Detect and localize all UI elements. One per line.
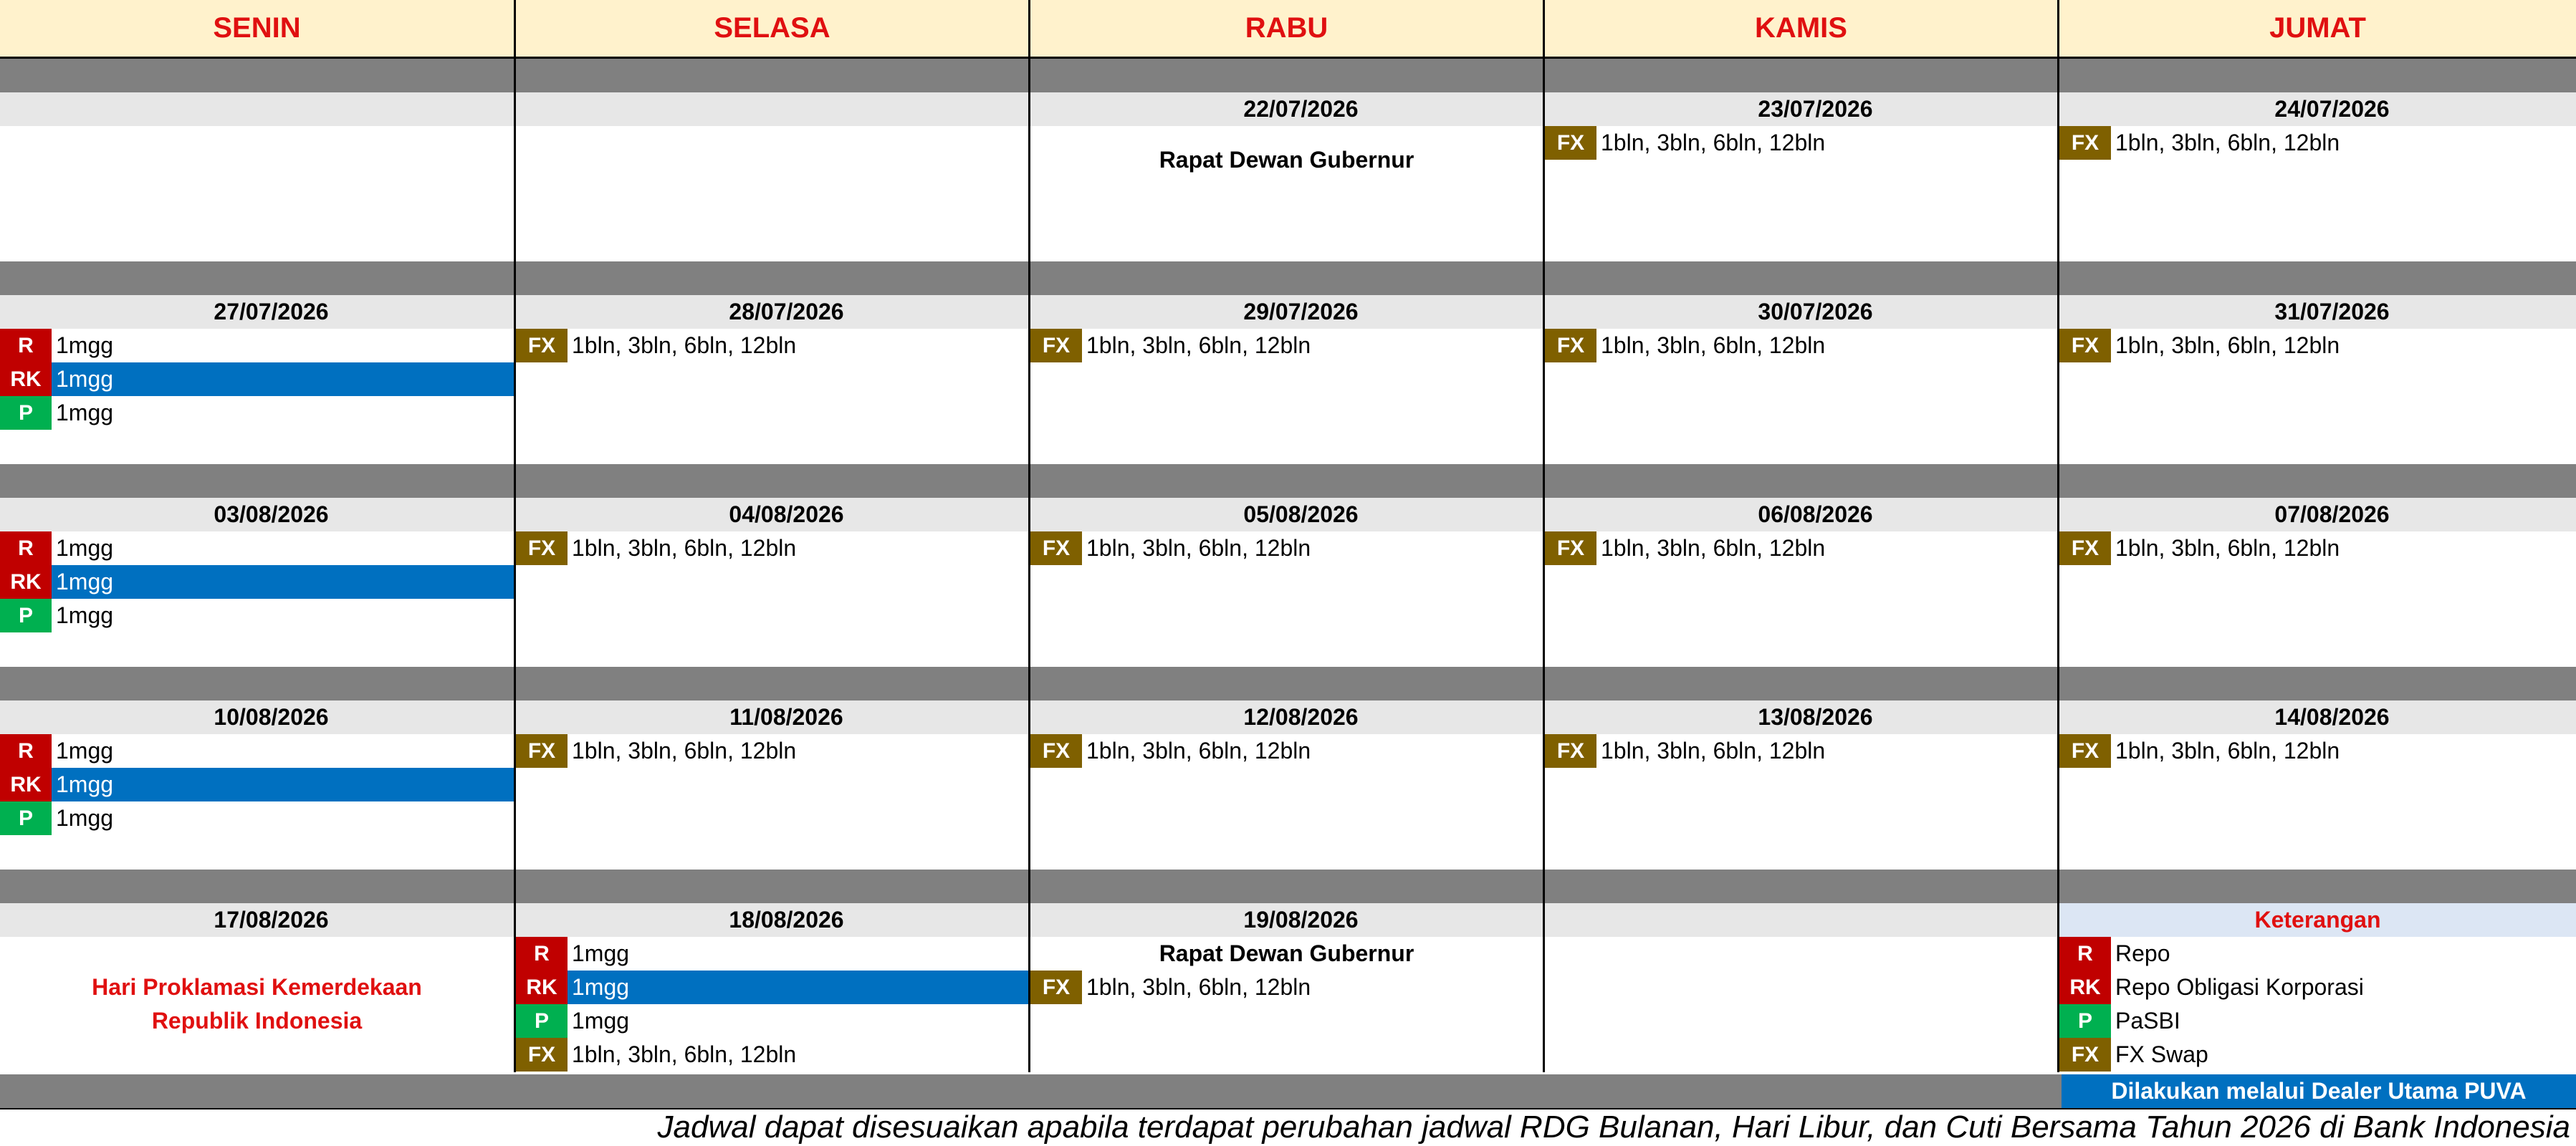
cell-body xyxy=(1545,329,2057,464)
auction-entry xyxy=(2059,126,2576,160)
auction-entry xyxy=(1030,329,1543,362)
week-separator-bar xyxy=(1545,870,2057,903)
tag-fx-badge: FX xyxy=(2059,1038,2111,1072)
tag-p-badge: P xyxy=(0,396,52,430)
week-separator-bar xyxy=(1545,667,2057,700)
legend-cell xyxy=(2059,870,2576,1072)
tenor-text: 1bln, 3bln, 6bln, 12bln xyxy=(1601,738,1826,764)
tag-rk-badge: RK xyxy=(0,768,52,801)
holiday-label: Hari Proklamasi Kemerdekaan xyxy=(92,974,422,1000)
auction-entry xyxy=(0,734,514,768)
cell-body xyxy=(1545,937,2057,1072)
tag-rk-badge: RK xyxy=(516,971,568,1004)
tenor-text: 1bln, 3bln, 6bln, 12bln xyxy=(572,738,797,764)
week-separator-bar xyxy=(516,464,1028,498)
day-cell xyxy=(1030,464,1545,667)
tag-fx-badge: FX xyxy=(1545,734,1596,768)
cell-body xyxy=(2059,531,2576,667)
auction-entry xyxy=(516,531,1028,565)
legend-entry xyxy=(2059,1038,2576,1072)
tag-fx-badge: FX xyxy=(1030,531,1082,565)
cell-body xyxy=(1545,531,2057,667)
cell-body xyxy=(516,329,1028,464)
tenor-text: 1bln, 3bln, 6bln, 12bln xyxy=(2115,738,2340,764)
date-label: 31/07/2026 xyxy=(2059,295,2576,329)
date-label: 03/08/2026 xyxy=(0,498,514,531)
auction-entry xyxy=(0,599,514,632)
cell-body xyxy=(2059,937,2576,1072)
cell-body xyxy=(1030,531,1543,667)
tenor-text: 1mgg xyxy=(56,602,114,628)
legend-text: FX Swap xyxy=(2115,1041,2208,1067)
tag-fx-badge: FX xyxy=(2059,126,2111,160)
cell-body xyxy=(2059,329,2576,464)
week-separator-bar xyxy=(516,870,1028,903)
cell-body xyxy=(0,937,514,1072)
date-label: 18/08/2026 xyxy=(516,903,1028,937)
cell-body xyxy=(2059,734,2576,870)
auction-entry xyxy=(2059,531,2576,565)
date-label xyxy=(1545,903,2057,937)
week-separator-bar xyxy=(0,870,514,903)
tag-fx-badge: FX xyxy=(2059,329,2111,362)
tag-rk-badge: RK xyxy=(2059,971,2111,1004)
tenor-text: 1bln, 3bln, 6bln, 12bln xyxy=(572,332,797,358)
date-label: 14/08/2026 xyxy=(2059,700,2576,734)
date-label: 29/07/2026 xyxy=(1030,295,1543,329)
week-row xyxy=(0,59,2576,261)
legend-footer-puva: Dilakukan melalui Dealer Utama PUVA xyxy=(2062,1074,2576,1108)
day-cell xyxy=(1545,667,2059,870)
tenor-text: 1bln, 3bln, 6bln, 12bln xyxy=(572,1041,797,1067)
auction-entry xyxy=(1030,531,1543,565)
day-cell xyxy=(0,59,516,261)
day-cell xyxy=(516,667,1030,870)
cell-body xyxy=(1030,937,1543,1072)
date-label: 22/07/2026 xyxy=(1030,92,1543,126)
tag-p-badge: P xyxy=(0,599,52,632)
weekday-header-rabu: RABU xyxy=(1030,0,1545,59)
day-cell xyxy=(1030,870,1545,1072)
tag-fx-badge: FX xyxy=(1030,734,1082,768)
weekday-header-senin: SENIN xyxy=(0,0,516,59)
date-label: 23/07/2026 xyxy=(1545,92,2057,126)
auction-entry xyxy=(516,734,1028,768)
tag-fx-badge: FX xyxy=(516,531,568,565)
tenor-text: 1mgg xyxy=(56,400,114,425)
tenor-text: 1bln, 3bln, 6bln, 12bln xyxy=(1086,738,1311,764)
tenor-text: 1mgg xyxy=(56,366,114,392)
tag-fx-badge: FX xyxy=(1030,971,1082,1004)
day-cell xyxy=(0,870,516,1072)
tenor-text: 1bln, 3bln, 6bln, 12bln xyxy=(2115,130,2340,155)
tenor-text: 1mgg xyxy=(56,332,114,358)
day-cell xyxy=(0,464,516,667)
day-cell xyxy=(2059,464,2576,667)
week-separator-bar xyxy=(1030,870,1543,903)
cell-body xyxy=(0,329,514,464)
date-label: 10/08/2026 xyxy=(0,700,514,734)
auction-entry xyxy=(516,937,1028,971)
auction-entry xyxy=(516,329,1028,362)
day-cell xyxy=(2059,261,2576,464)
tenor-text: 1bln, 3bln, 6bln, 12bln xyxy=(1086,332,1311,358)
date-label xyxy=(516,92,1028,126)
weekday-header-kamis: KAMIS xyxy=(1545,0,2059,59)
date-label: 19/08/2026 xyxy=(1030,903,1543,937)
tag-fx-badge: FX xyxy=(1030,329,1082,362)
cell-body xyxy=(516,531,1028,667)
cell-body xyxy=(1030,329,1543,464)
cell-body xyxy=(0,734,514,870)
week-separator-bar xyxy=(1030,464,1543,498)
tenor-text: 1bln, 3bln, 6bln, 12bln xyxy=(2115,535,2340,561)
week-separator-bar xyxy=(1030,667,1543,700)
day-cell xyxy=(516,870,1030,1072)
legend-entry xyxy=(2059,1004,2576,1038)
tenor-text: 1bln, 3bln, 6bln, 12bln xyxy=(1601,130,1826,155)
date-label: 30/07/2026 xyxy=(1545,295,2057,329)
auction-entry xyxy=(0,396,514,430)
tag-r-badge: R xyxy=(516,937,568,971)
week-separator-bar xyxy=(1545,464,2057,498)
week-separator-bar xyxy=(516,59,1028,92)
tag-r-badge: R xyxy=(0,329,52,362)
auction-entry xyxy=(1030,971,1543,1004)
tag-fx-badge: FX xyxy=(1545,531,1596,565)
date-label: 07/08/2026 xyxy=(2059,498,2576,531)
auction-entry xyxy=(0,362,514,396)
auction-entry xyxy=(0,531,514,565)
tag-fx-badge: FX xyxy=(516,734,568,768)
cell-body xyxy=(2059,126,2576,261)
week-separator-bar xyxy=(2059,464,2576,498)
tenor-text: 1bln, 3bln, 6bln, 12bln xyxy=(1086,974,1311,1000)
tenor-text: 1bln, 3bln, 6bln, 12bln xyxy=(1601,535,1826,561)
tag-fx-badge: FX xyxy=(2059,531,2111,565)
cell-body xyxy=(1545,734,2057,870)
week-separator-bar xyxy=(1545,59,2057,92)
legend-text: Repo xyxy=(2115,940,2170,966)
week-separator-bar xyxy=(2059,667,2576,700)
tenor-text: 1mgg xyxy=(56,771,114,797)
auction-entry xyxy=(516,1004,1028,1038)
legend-entry xyxy=(2059,971,2576,1004)
holiday-label: Republik Indonesia xyxy=(151,1008,363,1034)
auction-entry xyxy=(1030,734,1543,768)
day-cell xyxy=(1030,261,1545,464)
tag-fx-badge: FX xyxy=(516,329,568,362)
auction-entry xyxy=(2059,734,2576,768)
day-cell xyxy=(0,667,516,870)
cell-body xyxy=(0,531,514,667)
cell-body xyxy=(1545,126,2057,261)
date-label: 24/07/2026 xyxy=(2059,92,2576,126)
tag-fx-badge: FX xyxy=(1545,329,1596,362)
auction-entry xyxy=(1545,329,2057,362)
tag-r-badge: R xyxy=(0,531,52,565)
tenor-text: 1bln, 3bln, 6bln, 12bln xyxy=(1086,535,1311,561)
auction-entry xyxy=(1545,734,2057,768)
date-label: 06/08/2026 xyxy=(1545,498,2057,531)
day-cell xyxy=(2059,59,2576,261)
tenor-text: 1mgg xyxy=(56,738,114,764)
day-cell xyxy=(0,261,516,464)
day-cell xyxy=(1030,667,1545,870)
tenor-text: 1mgg xyxy=(572,974,630,1000)
week-separator-bar xyxy=(1030,59,1543,92)
weekday-header-selasa: SELASA xyxy=(516,0,1030,59)
tenor-text: 1mgg xyxy=(572,1008,630,1034)
tag-fx-badge: FX xyxy=(1545,126,1596,160)
legend-text: PaSBI xyxy=(2115,1008,2180,1034)
auction-entry xyxy=(0,801,514,835)
tenor-text: 1bln, 3bln, 6bln, 12bln xyxy=(2115,332,2340,358)
day-cell xyxy=(1545,59,2059,261)
week-separator-bar xyxy=(2059,261,2576,295)
auction-entry xyxy=(2059,329,2576,362)
week-separator-bar xyxy=(1030,261,1543,295)
schedule-footnote: Jadwal dapat disesuaikan apabila terdapat perubahan jadwal RDG Bulanan, Hari Libur, dan Cuti Bersama Tahun 2026 di Bank Indonesia xyxy=(657,1109,2570,1145)
day-cell xyxy=(1545,464,2059,667)
weekday-header-row xyxy=(0,0,2576,59)
auction-entry xyxy=(0,329,514,362)
tag-r-badge: R xyxy=(2059,937,2111,971)
date-label: 05/08/2026 xyxy=(1030,498,1543,531)
day-cell xyxy=(516,59,1030,261)
date-label: 12/08/2026 xyxy=(1030,700,1543,734)
auction-entry xyxy=(1545,531,2057,565)
week-row xyxy=(0,261,2576,464)
week-row xyxy=(0,464,2576,667)
day-cell xyxy=(1545,261,2059,464)
week-separator-bar xyxy=(0,667,514,700)
meeting-note: Rapat Dewan Gubernur xyxy=(1159,147,1414,173)
auction-entry xyxy=(0,768,514,801)
day-cell xyxy=(516,261,1030,464)
cell-body xyxy=(516,937,1028,1072)
legend-title: Keterangan xyxy=(2059,903,2576,937)
auction-entry xyxy=(1545,126,2057,160)
meeting-note: Rapat Dewan Gubernur xyxy=(1159,940,1414,966)
date-label: 28/07/2026 xyxy=(516,295,1028,329)
cell-body xyxy=(1030,734,1543,870)
day-cell xyxy=(1030,59,1545,261)
cell-body xyxy=(516,734,1028,870)
legend-entry xyxy=(2059,937,2576,971)
tenor-text: 1mgg xyxy=(572,940,630,966)
tenor-text: 1mgg xyxy=(56,805,114,831)
week-separator-bar xyxy=(1545,261,2057,295)
date-label: 17/08/2026 xyxy=(0,903,514,937)
tag-p-badge: P xyxy=(0,801,52,835)
weekday-header-jumat: JUMAT xyxy=(2059,0,2576,59)
cell-body xyxy=(516,126,1028,261)
auction-entry xyxy=(516,1038,1028,1072)
tag-p-badge: P xyxy=(516,1004,568,1038)
day-cell xyxy=(2059,667,2576,870)
week-separator-bar xyxy=(0,464,514,498)
day-cell xyxy=(516,464,1030,667)
tag-p-badge: P xyxy=(2059,1004,2111,1038)
date-label: 04/08/2026 xyxy=(516,498,1028,531)
tenor-text: 1bln, 3bln, 6bln, 12bln xyxy=(1601,332,1826,358)
week-row xyxy=(0,667,2576,870)
date-label: 13/08/2026 xyxy=(1545,700,2057,734)
cell-body xyxy=(0,126,514,261)
week-separator-bar xyxy=(2059,870,2576,903)
week-separator-bar xyxy=(516,667,1028,700)
date-label: 11/08/2026 xyxy=(516,700,1028,734)
tag-fx-badge: FX xyxy=(2059,734,2111,768)
week-separator-bar xyxy=(516,261,1028,295)
legend-text: Repo Obligasi Korporasi xyxy=(2115,974,2364,1000)
cell-body xyxy=(1030,126,1543,261)
tenor-text: 1bln, 3bln, 6bln, 12bln xyxy=(572,535,797,561)
tenor-text: 1mgg xyxy=(56,569,114,594)
date-label: 27/07/2026 xyxy=(0,295,514,329)
date-label xyxy=(0,92,514,126)
tag-rk-badge: RK xyxy=(0,362,52,396)
day-cell xyxy=(1545,870,2059,1072)
tag-fx-badge: FX xyxy=(516,1038,568,1072)
auction-entry xyxy=(516,971,1028,1004)
tag-rk-badge: RK xyxy=(0,565,52,599)
tenor-text: 1mgg xyxy=(56,535,114,561)
tag-r-badge: R xyxy=(0,734,52,768)
week-separator-bar xyxy=(2059,59,2576,92)
week-separator-bar xyxy=(0,261,514,295)
week-row xyxy=(0,870,2576,1072)
week-separator-bar xyxy=(0,59,514,92)
auction-entry xyxy=(0,565,514,599)
